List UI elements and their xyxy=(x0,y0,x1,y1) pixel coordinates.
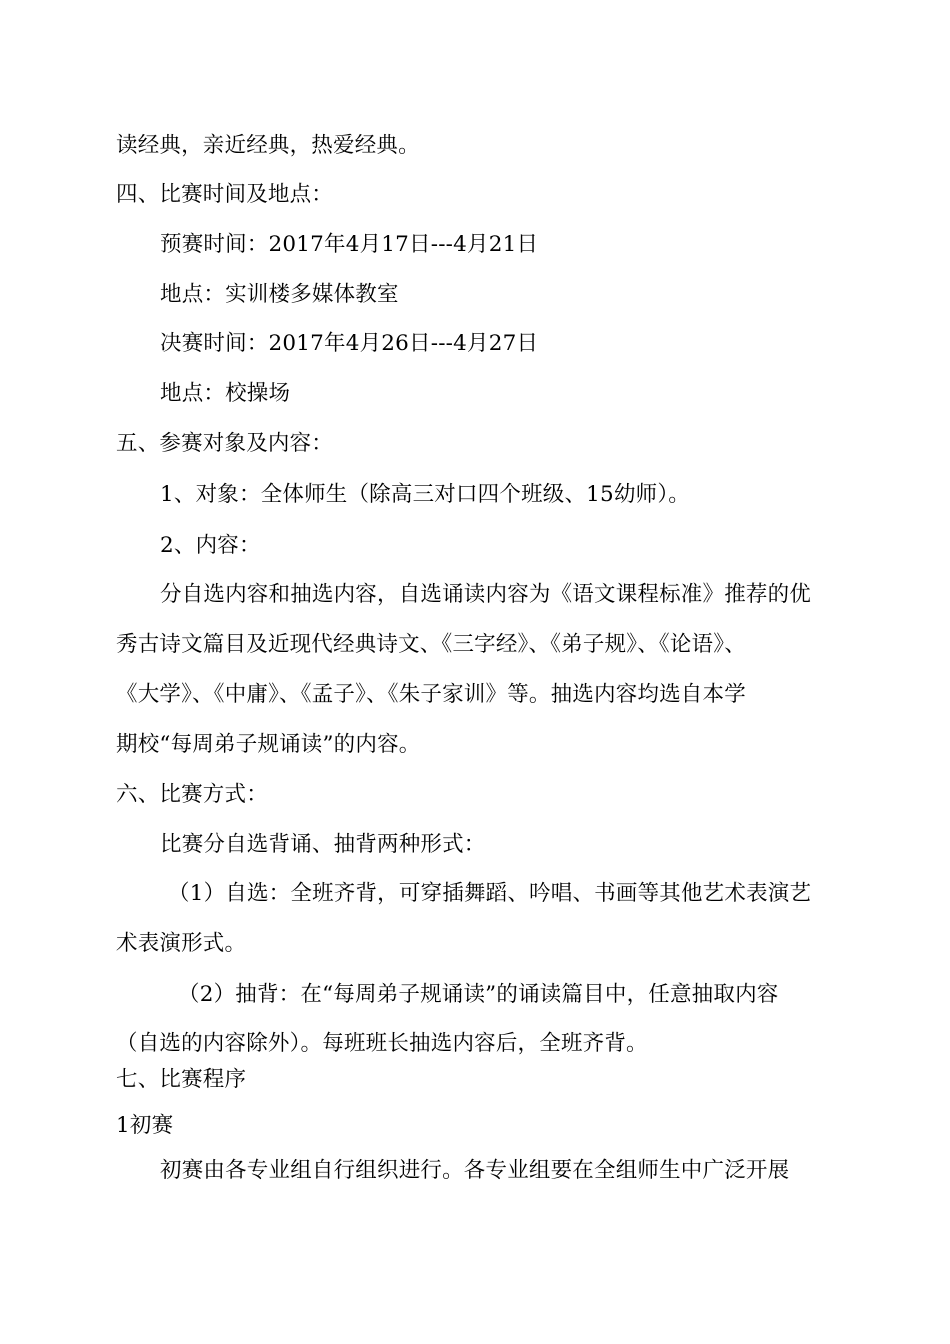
preliminary-location: 地点：实训楼多媒体教室 xyxy=(160,282,399,307)
method-intro: 比赛分自选背诵、抽背两种形式： xyxy=(160,832,486,857)
content-paragraph-line: 秀古诗文篇目及近现代经典诗文、《三字经》、《弟子规》、《论语》、 xyxy=(116,632,746,657)
content-item: 2、内容： xyxy=(160,533,261,558)
final-time: 决赛时间：2017年4月26日---4月27日 xyxy=(160,331,539,356)
section-heading-procedure: 七、比赛程序 xyxy=(116,1067,247,1092)
body-text-line: 读经典，亲近经典，热爱经典。 xyxy=(116,133,420,158)
preliminary-time: 预赛时间：2017年4月17日---4月21日 xyxy=(160,232,539,257)
method-item-continuation: 术表演形式。 xyxy=(116,931,247,956)
participants-item: 1、对象：全体师生（除高三对口四个班级、15幼师）。 xyxy=(160,482,690,507)
section-heading-participants: 五、参赛对象及内容： xyxy=(116,431,334,456)
method-item-random: （2）抽背：在“每周弟子规诵读”的诵读篇目中，任意抽取内容 xyxy=(178,982,779,1007)
preliminary-paragraph-line: 初赛由各专业组自行组织进行。各专业组要在全组师生中广泛开展 xyxy=(160,1158,790,1183)
method-item-continuation: （自选的内容除外）。每班班长抽选内容后，全班齐背。 xyxy=(116,1031,648,1056)
content-paragraph-line: 期校“每周弟子规诵读”的内容。 xyxy=(116,732,421,757)
subheading-preliminary: 1初赛 xyxy=(116,1113,174,1138)
content-paragraph-line: 分自选内容和抽选内容，自选诵读内容为《语文课程标准》推荐的优 xyxy=(160,582,812,607)
content-paragraph-line: 《大学》、《中庸》、《孟子》、《朱子家训》等。抽选内容均选自本学 xyxy=(116,682,746,707)
final-location: 地点：校操场 xyxy=(160,381,291,406)
section-heading-time-location: 四、比赛时间及地点： xyxy=(116,182,334,207)
method-item-self-selected: （1）自选：全班齐背，可穿插舞蹈、吟唱、书画等其他艺术表演艺 xyxy=(168,881,812,906)
section-heading-method: 六、比赛方式： xyxy=(116,782,268,807)
